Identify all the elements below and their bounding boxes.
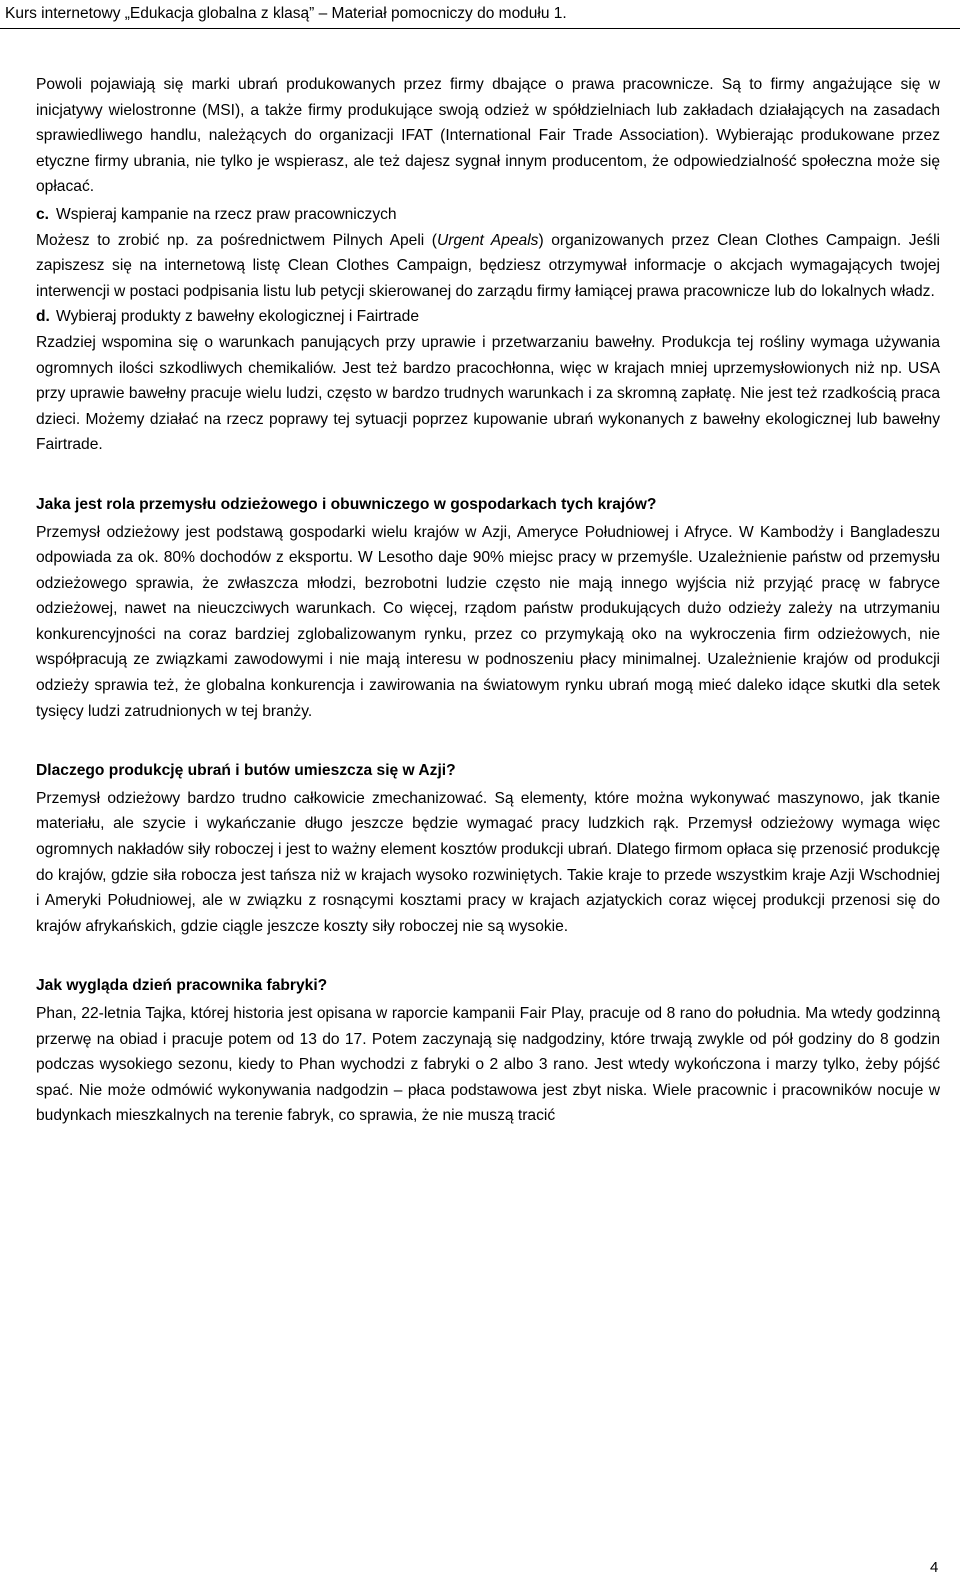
subheading-letter: d. <box>36 308 50 326</box>
subheading-text: Wspieraj kampanie na rzecz praw pracowniczych <box>56 205 397 223</box>
header-divider <box>0 28 960 29</box>
section-heading-factory-day: Jak wygląda dzień pracownika fabryki? <box>36 977 328 995</box>
section-heading-why-asia: Dlaczego produkcję ubrań i butów umieszcza się w Azji? <box>36 762 456 780</box>
paragraph-c-part2: ) organizowanych przez Clean Clothes Campaign. Jeśli zapiszesz się na internetową listę Clean Clothes Campaign, będziesz otrzymywał informacje o akcjach wymagających twojej interwencji w postaci podpisania listu lub petycji skierowanej do zarządu firmy łamiącej prawa pracownicze lub do lokalnych władz. <box>36 231 940 300</box>
document-body <box>36 72 940 1129</box>
document-header: Kurs internetowy „Edukacja globalna z klasą” – Materiał pomocniczy do modułu 1. <box>5 5 567 22</box>
paragraph-d: Rzadziej wspomina się o warunkach panujących przy uprawie i przetwarzaniu bawełny. Produkcja tej rośliny wymaga używania ogromnych ilości szkodliwych chemikaliów. Jest też bardzo pracochłonna, więc w krajach mniej uprzemysłowionych niż np. USA przy uprawie bawełny pracuje wielu ludzi, często w bardzo trudnych warunkach i za skromną zapłatę. Nie jest też rzadkością praca dzieci. Możemy działać na rzecz poprawy tej sytuacji poprzez kupowanie ubrań wykonanych z bawełny ekologicznej lub bawełny Fairtrade. <box>36 333 940 454</box>
paragraph-c-italic: Urgent Apeals <box>437 231 539 249</box>
paragraph-factory-day: Phan, 22-letnia Tajka, której historia jest opisana w raporcie kampanii Fair Play, pracuje od 8 rano do południa. Ma wtedy godzinną przerwę na obiad i pracuje potem od 13 do 17. Potem zaczynają się nadgodziny, które trwają zwykle od pół godziny do 8 godzin podczas wysokiego sezonu, kiedy to Phan wychodzi z fabryki o 2 albo 3 rano. Jest wtedy wykończona i marzy tylko, żeby pójść spać. Nie może odmówić wykonywania nadgodzin – płaca podstawowa jest zbyt niska. Wiele pracownic i pracowników nocuje w budynkach mieszkalnych na terenie fabryk, co sprawia, że nie muszą tracić <box>36 1005 940 1125</box>
subheading-d <box>36 304 940 330</box>
section-spacer <box>36 939 940 973</box>
subheading-letter: c. <box>36 205 50 223</box>
intro-paragraph: Powoli pojawiają się marki ubrań produkowanych przez firmy dbające o prawa pracownicze. Są to firmy angażujące się w inicjatywy wielostronne (MSI), a także firmy produkujące swoją odzież w spółdzielniach lub zakładach działających na zasadach sprawiedliwego handlu, należących do organizacji IFAT (International Fair Trade Association). Wybierając produkowane przez etyczne firmy ubrania, nie tylko je wspierasz, ale też dajesz sygnał innym producentom, że odpowiedzialność społeczna może się opłacać. <box>36 76 940 196</box>
section-spacer <box>36 724 940 758</box>
paragraph-why-asia: Przemysł odzieżowy bardzo trudno całkowicie zmechanizować. Są elementy, które można wykonywać maszynowo, jak tkanie materiału, ale szycie i wykańczanie długo jeszcze będzie wymagać pracy ludzkich rąk. Przemysł odzieżowy wymaga więc ogromnych nakładów siły roboczej i jest to ważny element kosztów produkcji ubrań. Dlatego firmom opłaca się przenosić produkcję do krajów, gdzie siła robocza jest tańsza niż w krajach wysoko rozwiniętych. Takie kraje to przede wszystkim kraje Azji Wschodniej i Ameryki Południowej, ale w związku z rosnącymi kosztami pracy w krajach azjatyckich coraz więcej produkcji przenosi się do krajów afrykańskich, gdzie ciągle jeszcze koszty siły roboczej nie są wysokie. <box>36 789 940 935</box>
section-heading-role-of-industry: Jaka jest rola przemysłu odzieżowego i obuwniczego w gospodarkach tych krajów? <box>36 495 657 513</box>
subheading-text: Wybieraj produkty z bawełny ekologicznej i Fairtrade <box>56 308 420 326</box>
section-spacer <box>36 458 940 492</box>
paragraph-role-of-industry: Przemysł odzieżowy jest podstawą gospodarki wielu krajów w Azji, Ameryce Południowej i Afryce. W Kambodży i Bangladeszu odpowiada za ok. 80% dochodów z eksportu. W Lesotho daje 90% miejsc pracy w przemyśle. Uzależnienie państw od przemysłu odzieżowego sprawia, że zwłaszcza młodzi, bezrobotni ludzie często nie mają innego wyjścia niż przyjąć pracę w fabryce odzieżowej, nawet na nieuczciwych warunkach. Co więcej, rządom państw produkujących dużo odzieży zależy na utrzymaniu konkurencyjności na coraz bardziej zglobalizowanym rynku, przez co przymykają oko na wykroczenia firm odzieżowych, nie współpracują ze związkami zawodowymi i nie mają interesu w podnoszeniu płacy minimalnej. Uzależnienie krajów od produkcji odzieży sprawia też, że globalna konkurencja i zawirowania na światowym rynku ubrań mogą mieć daleko idące skutki dla setek tysięcy ludzi zatrudnionych w tej branży. <box>36 523 940 720</box>
page-number: 4 <box>930 1559 939 1576</box>
paragraph-c-part1: Możesz to zrobić np. za pośrednictwem Pilnych Apeli ( <box>36 231 438 249</box>
subheading-c <box>36 202 940 228</box>
paragraph-c <box>36 228 940 305</box>
